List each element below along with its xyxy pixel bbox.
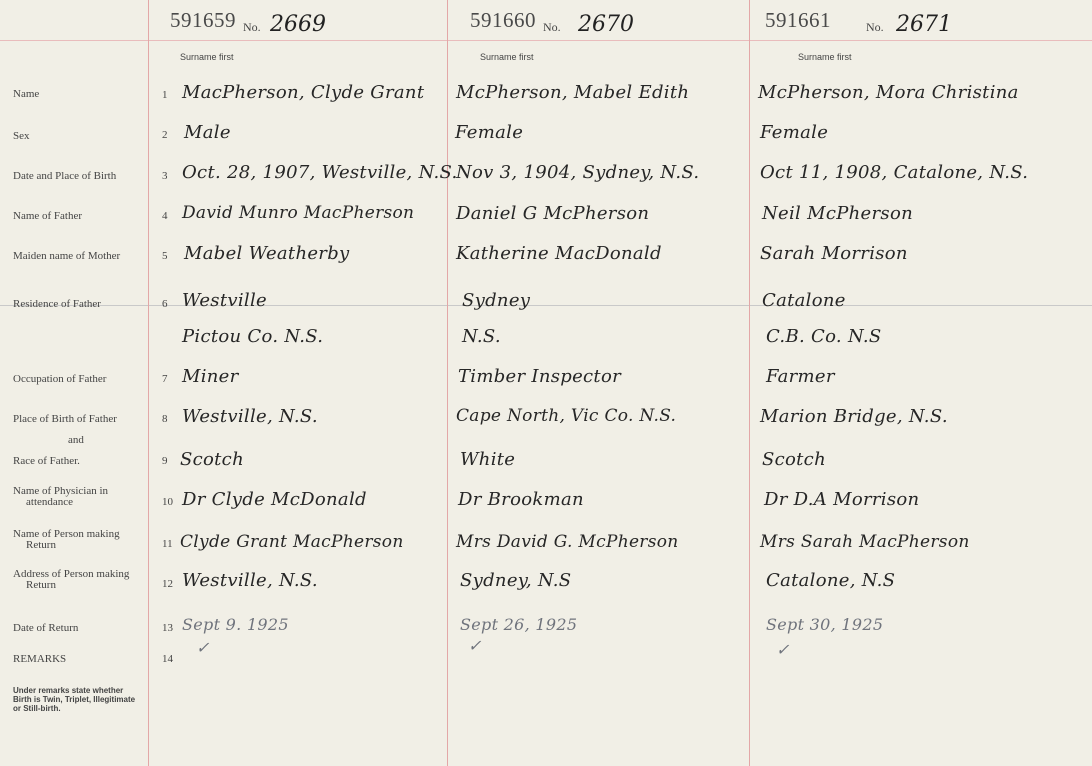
father-race: White xyxy=(460,449,516,470)
father-occupation: Farmer xyxy=(766,366,835,387)
return-maker: Mrs David G. McPherson xyxy=(456,532,679,552)
return-maker-address: Catalone, N.S xyxy=(766,570,896,591)
line-number: 14 xyxy=(162,653,173,665)
check-mark: ✓ xyxy=(196,638,210,657)
registration-number: 2669 xyxy=(270,12,326,37)
return-date: Sept 30, 1925 xyxy=(766,615,884,634)
line-number: 9 xyxy=(162,455,168,467)
line-number: 8 xyxy=(162,413,168,425)
label-maker-1: Name of Person making xyxy=(13,528,120,540)
line-number: 11 xyxy=(162,538,173,550)
label-remarks: REMARKS xyxy=(13,653,67,665)
label-residence: Residence of Father xyxy=(13,298,101,310)
father-residence-county: C.B. Co. N.S xyxy=(766,326,882,347)
label-father: Name of Father xyxy=(13,210,83,222)
return-maker-address: Sydney, N.S xyxy=(460,570,572,591)
label-name: Name xyxy=(13,88,40,100)
remarks-note: Under remarks state whether Birth is Twin, Triplet, Illegitimate or Still-birth. xyxy=(13,686,136,713)
label-maker-2: Return xyxy=(26,539,56,551)
line-number: 13 xyxy=(162,622,173,634)
serial-number: 591661 xyxy=(765,8,831,32)
no-label: No. xyxy=(543,20,561,34)
birth-date-place: Oct 11, 1908, Catalone, N.S. xyxy=(760,162,1029,183)
registration-number: 2671 xyxy=(896,12,952,37)
child-sex: Male xyxy=(184,122,231,143)
father-race: Scotch xyxy=(180,449,244,470)
line-number: 5 xyxy=(162,250,168,262)
physician: Dr Brookman xyxy=(458,489,584,510)
line-number: 10 xyxy=(162,496,173,508)
child-sex: Female xyxy=(455,122,524,143)
label-and: and xyxy=(68,434,84,446)
father-birthplace: Marion Bridge, N.S. xyxy=(760,406,948,427)
father-birthplace: Cape North, Vic Co. N.S. xyxy=(456,406,677,426)
father-name: David Munro MacPherson xyxy=(182,203,415,223)
father-occupation: Timber Inspector xyxy=(458,366,622,387)
no-label: No. xyxy=(243,20,261,34)
father-occupation: Miner xyxy=(182,366,239,387)
birth-date-place: Oct. 28, 1907, Westville, N.S. xyxy=(182,162,458,183)
father-name: Daniel G McPherson xyxy=(456,203,650,224)
physician: Dr D.A Morrison xyxy=(764,489,920,510)
father-residence: Sydney xyxy=(462,290,531,311)
line-number: 2 xyxy=(162,129,168,141)
registration-number: 2670 xyxy=(578,12,634,37)
line-number: 1 xyxy=(162,89,168,101)
father-residence: Catalone xyxy=(762,290,846,311)
return-maker: Clyde Grant MacPherson xyxy=(180,532,404,552)
child-name: MacPherson, Clyde Grant xyxy=(182,82,425,103)
column-rule-2 xyxy=(749,0,750,766)
birth-date-place: Nov 3, 1904, Sydney, N.S. xyxy=(456,162,700,183)
line-number: 6 xyxy=(162,298,168,310)
line-number: 3 xyxy=(162,170,168,182)
surname-first-note: Surname first xyxy=(480,52,534,62)
father-residence: Westville xyxy=(182,290,267,311)
no-label: No. xyxy=(866,20,884,34)
label-address-2: Return xyxy=(26,579,56,591)
label-physician-1: Name of Physician in xyxy=(13,485,109,497)
label-date-return: Date of Return xyxy=(13,622,79,634)
father-residence-county: Pictou Co. N.S. xyxy=(182,326,324,347)
label-father-birthplace: Place of Birth of Father xyxy=(13,413,117,425)
serial-number: 591660 xyxy=(470,8,536,32)
label-mother: Maiden name of Mother xyxy=(13,250,121,262)
label-occupation: Occupation of Father xyxy=(13,373,107,385)
label-physician-2: attendance xyxy=(26,496,74,508)
physician: Dr Clyde McDonald xyxy=(182,489,367,510)
margin-rule xyxy=(148,0,149,766)
return-date: Sept 9. 1925 xyxy=(182,615,289,634)
father-race: Scotch xyxy=(762,449,826,470)
mother-maiden-name: Katherine MacDonald xyxy=(456,243,662,264)
mother-maiden-name: Mabel Weatherby xyxy=(184,243,350,264)
serial-number: 591659 xyxy=(170,8,236,32)
return-maker: Mrs Sarah MacPherson xyxy=(760,532,970,552)
child-name: McPherson, Mora Christina xyxy=(758,82,1019,103)
label-sex: Sex xyxy=(13,130,30,142)
father-name: Neil McPherson xyxy=(762,203,913,224)
check-mark: ✓ xyxy=(468,636,482,655)
label-race: Race of Father. xyxy=(13,455,80,467)
return-date: Sept 26, 1925 xyxy=(460,615,578,634)
mother-maiden-name: Sarah Morrison xyxy=(760,243,908,264)
surname-first-note: Surname first xyxy=(180,52,234,62)
child-name: McPherson, Mabel Edith xyxy=(456,82,690,103)
father-residence-county: N.S. xyxy=(462,326,501,347)
child-sex: Female xyxy=(760,122,829,143)
header-rule xyxy=(0,40,1092,41)
column-rule-1 xyxy=(447,0,448,766)
line-number: 12 xyxy=(162,578,173,590)
line-number: 7 xyxy=(162,373,168,385)
label-birth: Date and Place of Birth xyxy=(13,170,117,182)
return-maker-address: Westville, N.S. xyxy=(182,570,318,591)
check-mark: ✓ xyxy=(776,640,790,659)
father-birthplace: Westville, N.S. xyxy=(182,406,318,427)
surname-first-note: Surname first xyxy=(798,52,852,62)
label-address-1: Address of Person making xyxy=(13,568,130,580)
line-number: 4 xyxy=(162,210,168,222)
